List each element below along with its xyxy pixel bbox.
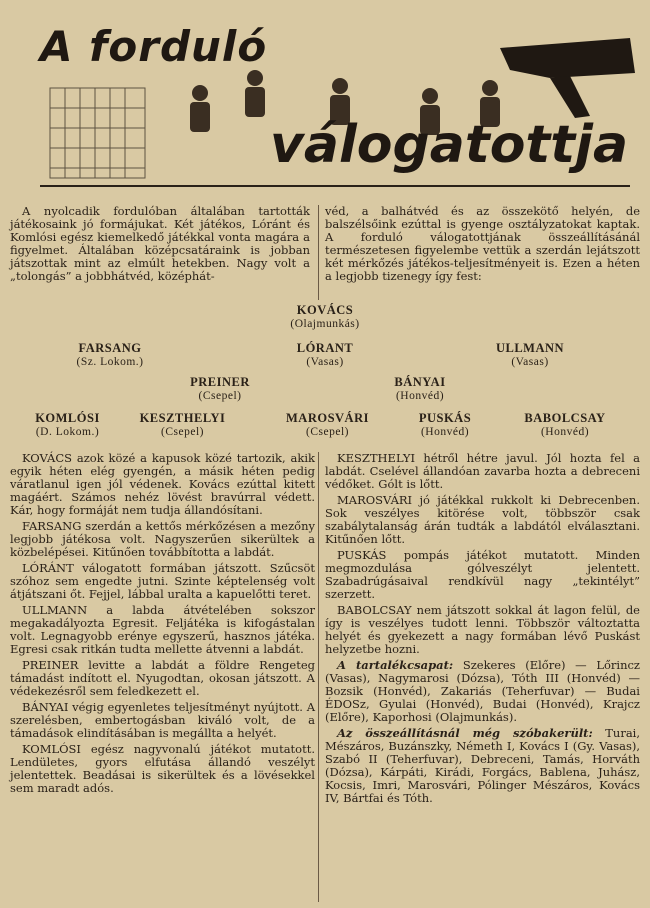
player-club: (Csepel) xyxy=(198,390,242,402)
player-club: (Honvéd) xyxy=(395,390,445,402)
intro-left-text: A nyolcadik fordulóban általában tartották játékosaink jó formájukat. Két játékos, Lóránt és Komlósi egész kiemelkedő játékkal vonta magára a figyelmet. Általában középcsatáraink is jobban játszottak mint az elmúlt hetekben. Nagy volt a „tolongás” a jobbhátvéd, középhát- xyxy=(10,204,310,283)
review-paragraph: LÓRÁNT válogatott formában játszott. Szűcsöt szóhoz sem engedte jutni. Szinte képtelenség volt átjátszani őt. Fejjel, lábbal uralta a kapuelőtti teret. xyxy=(10,561,315,601)
review-paragraph: BÁNYAI végig egyenletes teljesítményt nyújtott. A szerelésben, embertogásban kiváló volt, de a támadások elindításában is megállta a helyét. xyxy=(10,700,315,740)
intro-left-column xyxy=(10,205,310,286)
player-goalkeeper xyxy=(265,303,385,331)
intro-right-text: véd, a balhátvéd és az összekötő helyén, de balszélsőink ezúttal is gyenge osztályzatokat kaptak. A forduló válogatottjának összeállításánál természetesen figyelembe vettük a szerdán lejátszott két mérkőzés játékos-teljesítményeit is. Ezen a héten a legjobb tizenegy így fest: xyxy=(325,204,640,283)
player-left-half xyxy=(360,375,480,403)
player-name: MAROSVÁRI xyxy=(286,411,369,425)
player-club: (Csepel) xyxy=(306,426,349,438)
player-right-back xyxy=(50,341,170,369)
player-name: ULLMANN xyxy=(495,341,565,355)
banner-title-line2: válogatottja xyxy=(270,115,629,175)
player-centre-forward xyxy=(265,411,390,439)
player-name: KESZTHELYI xyxy=(139,411,226,425)
intro-right-column xyxy=(325,205,640,286)
player-name: KOVÁCS xyxy=(296,303,354,317)
team-lineup xyxy=(10,303,640,448)
reserves-label: A tartalékcsapat: xyxy=(337,658,454,672)
review-paragraph: FARSANG szerdán a kettős mérkőzésen a mezőny legjobb játékosa volt. Nagyszerűen sikerültek a közbelépései. Kitűnően továbbította a labdát. xyxy=(10,519,315,559)
column-divider xyxy=(318,205,319,300)
review-paragraph: KOVÁCS azok közé a kapusok közé tartozik, akik egyik héten elég gyengén, a másik héten pedig váratlanul igen jól védenek. Kovács ezúttal kitett magáért. Számos nehéz lövést bravúrral védett. Kár, hogy formáját nem tudja állandósítani. xyxy=(10,451,315,517)
player-club: (Vasas) xyxy=(511,356,549,368)
banner-title-line1: A forduló xyxy=(40,22,268,71)
player-name: LÓRANT xyxy=(296,341,354,355)
player-reviews-left xyxy=(10,452,315,798)
player-club: (Vasas) xyxy=(306,356,344,368)
player-name: BABOLCSAY xyxy=(524,411,606,425)
player-club: (Honvéd) xyxy=(540,426,590,438)
review-paragraph: KOMLÓSI egész nagyvonalú játékot mutatott. Lendületes, gyors elfutása állandó veszélyt jelentettek. Beadásai is sikerültek és a lövésekkel sem maradt adós. xyxy=(10,742,315,795)
player-club: (Olajmunkás) xyxy=(290,318,360,330)
player-left-back xyxy=(470,341,590,369)
column-divider xyxy=(318,452,319,902)
player-club: (Csepel) xyxy=(161,426,204,438)
player-name: FARSANG xyxy=(78,341,142,355)
player-club: (D. Lokom.) xyxy=(35,426,100,438)
player-name: PREINER xyxy=(190,375,250,389)
considered-text: Turai, Mészáros, Buzánszky, Németh I, Kovács I (Gy. Vasas), Szabó II (Teherfuvar), Debreceni, Tamás, Horváth (Dózsa), Kárpáti, Kirádi, Forgács, Bablena, Juhász, Kocsis, Imri, Marosvári, Pólinger Mészáros, Kovács IV, Bártfai és Tóth. xyxy=(325,726,641,805)
player-club: (Honvéd) xyxy=(420,426,470,438)
player-inside-right xyxy=(120,411,245,439)
review-paragraph: KESZTHELYI hétről hétre javul. Jól hozta fel a labdát. Cselével állandóan zavarba hozta a debreceni védőket. Gólt is lőtt. xyxy=(325,451,640,491)
player-club: (Sz. Lokom.) xyxy=(76,356,144,368)
review-paragraph: PREINER levitte a labdát a földre Rengeteg támadást indított el. Nyugodtan, okosan játszott. A védekezésről sem feledkezett el. xyxy=(10,658,315,698)
player-centre-back xyxy=(265,341,385,369)
player-right-half xyxy=(160,375,280,403)
review-paragraph: ULLMANN a labda átvételében sokszor megakadályozta Egresit. Feljátéka is kifogástalan volt. Legnagyobb erénye egyszerű, hasznos játéka. Egresi csak ritkán tudta mellette átvenni a labdát. xyxy=(10,603,315,656)
player-name: KOMLÓSI xyxy=(35,411,100,425)
player-left-wing xyxy=(500,411,630,439)
player-name: PUSKÁS xyxy=(418,411,472,425)
player-reviews-right xyxy=(325,452,640,808)
player-right-wing xyxy=(10,411,125,439)
review-paragraph: MAROSVÁRI jó játékkal rukkolt ki Debrecenben. Sok veszélyes kitörése volt, többször csak szabálytalanság árán tudták a labdától elválasztani. Kitűnően lőtt. xyxy=(325,493,640,546)
reserves-text: Szekeres (Előre) — Lőrincz (Vasas), Nagymarosi (Dózsa), Tóth III (Honvéd) — Bozsik (Honvéd), Zakariás (Teherfuvar) — Budai ÉDOSz, Gyulai (Honvéd), Budai (Honvéd), Krajcz (Előre), Kaporhosi (Olajmunkás). xyxy=(325,658,640,724)
reserves-paragraph xyxy=(325,659,640,724)
review-paragraph: PUSKÁS pompás játékot mutatott. Minden megmozdulása gólveszélyt jelentett. Szabadrúgásaival rendkívül nagy „tekintélyt” szerzett. xyxy=(325,548,640,601)
player-name: BÁNYAI xyxy=(394,375,446,389)
considered-label: Az összeállításnál még szóbakerült: xyxy=(337,726,593,740)
considered-paragraph xyxy=(325,727,640,805)
player-inside-left xyxy=(395,411,495,439)
review-paragraph: BABOLCSAY nem játszott sokkal át lagon felül, de így is veszélyes tudott lenni. Többször változtatta helyét és gyekezett a nagy formában lévő Puskást helyzetbe hozni. xyxy=(325,603,640,656)
